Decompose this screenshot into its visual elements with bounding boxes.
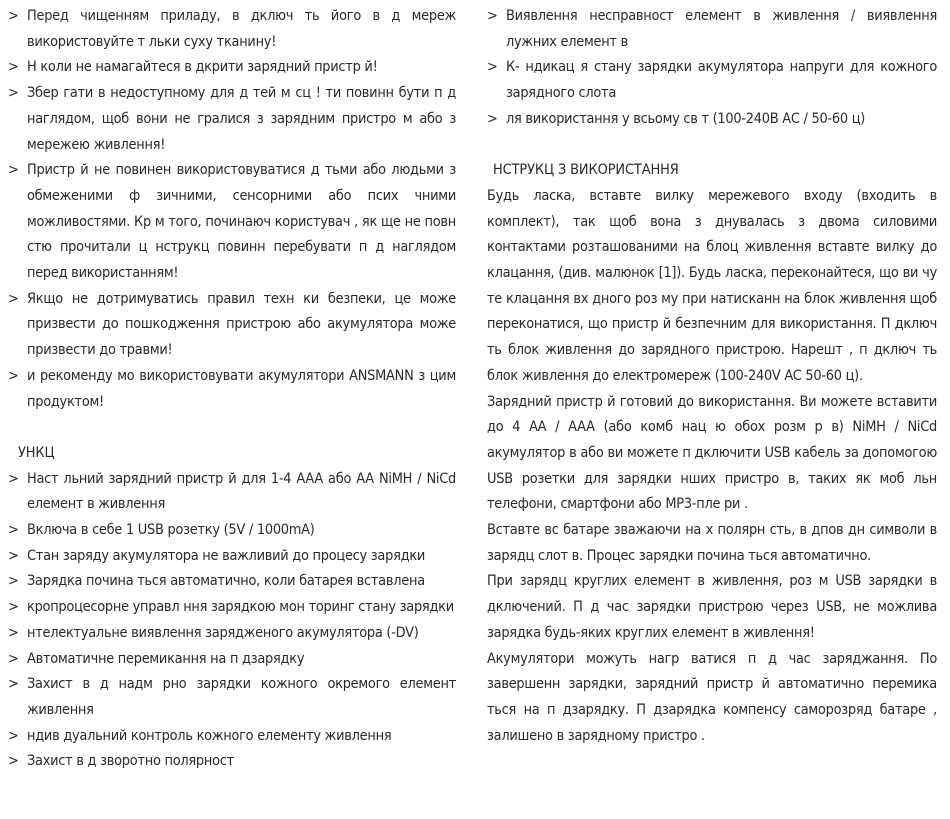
instruction-paragraph: Будь ласка, вставте вилку мережевого входу (входить в комплект), так щоб вона з днувалась з двома силовими контактами розташованими на блоц живлення вставте вилку до клацання, (див. малюнок [1]). Будь ласка, переконайтеся, що ви чу те клацання вх дного роз му при натисканн на блок живлення щоб переконатися, що пристр й безпечним для використання. П дключ ть блок живлення до зарядного пристрою. Нарешт , п дключ ть блок живлення до електромереж (100-240V AC 50-60 ц). bbox=[487, 187, 937, 384]
instruction-paragraph: Вставте вс батаре зважаючи на х полярн сть, в дпов дн символи в зарядц слот в. Процес зарядки почина ться автоматично. bbox=[487, 522, 937, 564]
list-item: > Виявлення несправност елемент в живлення / виявлення лужних елемент в bbox=[487, 4, 937, 55]
bullet-arrow: > bbox=[487, 59, 498, 76]
bullet-arrow: > bbox=[8, 85, 19, 102]
bullet-arrow: > bbox=[8, 367, 19, 384]
list-item: > ля використання у всьому св т (100-240В АС / 50-60 ц) bbox=[487, 107, 937, 133]
bullet-arrow: > bbox=[8, 650, 19, 667]
list-item: > Захист в д надм рно зарядки кожного окремого елемент живлення bbox=[8, 672, 456, 723]
list-item: > Зарядка почина ться автоматично, коли батарея вставлена bbox=[8, 569, 456, 595]
list-item: > Включа в себе 1 USB розетку (5V / 1000mA) bbox=[8, 518, 456, 544]
list-item: > ндив дуальний контроль кожного елементу живлення bbox=[8, 724, 456, 750]
left-column bbox=[8, 4, 456, 775]
instruction-paragraph: При зарядц круглих елемент в живлення, роз м USB зарядки в дключений. П д час зарядки пристрою через USB, не можлива зарядка будь-яких круглих елемент в живлення! bbox=[487, 573, 937, 641]
bullet-arrow: > bbox=[8, 753, 19, 770]
list-item: > Перед чищенням приладу, в дключ ть його в д мереж використовуйте т льки суху тканину! bbox=[8, 4, 456, 55]
list-item: > Збер гати в недоступному для д тей м сц ! ти повинн бути п д наглядом, щоб вони не гралися з зарядним пристро м або з мережею живлення! bbox=[8, 81, 456, 158]
instruction-paragraph: Зарядний пристр й готовий до використання. Ви можете вставити до 4 АА / AAA (або комб нац ю обох розм р в) NiMH / NiCd акумулятор в або ви можете п дключити USB кабель за допомогою USB розетки для зарядки нших пристро в, таких як моб льн телефони, смартфони або MP3-пле ри . bbox=[487, 393, 937, 513]
spacer bbox=[8, 415, 456, 441]
bullet-arrow: > bbox=[8, 624, 19, 641]
functions-heading: УНКЦ bbox=[18, 444, 55, 461]
bullet-arrow: > bbox=[487, 110, 498, 127]
bullet-arrow: > bbox=[487, 8, 498, 24]
list-item: > Стан заряду акумулятора не важливий до процесу зарядки bbox=[8, 544, 456, 570]
list-item: > нтелектуальне виявлення зарядженого акумулятора (-DV) bbox=[8, 621, 456, 647]
list-item: > Якщо не дотримуватись правил техн ки безпеки, це може призвести до пошкодження пристрою або акумулятора може призвести до травми! bbox=[8, 287, 456, 364]
list-item: > К- ндикац я стану зарядки акумулятора напруги для кожного зарядного слота bbox=[487, 55, 937, 106]
spacer bbox=[487, 133, 937, 159]
functions-list bbox=[8, 467, 456, 775]
functions-list-continued bbox=[487, 4, 937, 133]
list-item: > Пристр й не повинен використовуватися д тьми або людьми з обмеженими ф зичними, сенсорними або псих чними можливостями. Кр м того, починаюч користувач , як ще не повн стю прочитали ц нструкц повинн перебувати п д наглядом перед використанням! bbox=[8, 158, 456, 287]
safety-list bbox=[8, 4, 456, 415]
list-item: > Н коли не намагайтеся в дкрити зарядний пристр й! bbox=[8, 55, 456, 81]
list-item: > кропроцесорне управл ння зарядкою мон торинг стану зарядки bbox=[8, 595, 456, 621]
bullet-arrow: > bbox=[8, 162, 19, 179]
bullet-arrow: > bbox=[8, 8, 19, 24]
instruction-paragraph: Акумулятори можуть нагр ватися п д час заряджання. По завершенн зарядки, зарядний пристр й автоматично перемика ться на п дзарядку. П дзарядка компенсу саморозряд батаре , залишено в зарядному пристро . bbox=[487, 650, 937, 744]
bullet-arrow: > bbox=[8, 522, 19, 539]
bullet-arrow: > bbox=[8, 59, 19, 76]
list-item: > Автоматичне перемикання на п дзарядку bbox=[8, 647, 456, 673]
list-item: > Захист в д зворотно полярност bbox=[8, 749, 456, 775]
bullet-arrow: > bbox=[8, 599, 19, 616]
list-item: > и рекоменду мо використовувати акумулятори ANSMANN з цим продуктом! bbox=[8, 364, 456, 415]
list-item: > Наст льний зарядний пристр й для 1-4 AAA або AA NiMH / NiCd елемент в живлення bbox=[8, 467, 456, 518]
bullet-arrow: > bbox=[8, 676, 19, 693]
bullet-arrow: > bbox=[8, 290, 19, 307]
bullet-arrow: > bbox=[8, 573, 19, 590]
bullet-arrow: > bbox=[8, 727, 19, 744]
right-column bbox=[487, 4, 937, 749]
bullet-arrow: > bbox=[8, 470, 19, 487]
bullet-arrow: > bbox=[8, 547, 19, 564]
instructions-heading: НСТРУКЦ З ВИКОРИСТАННЯ bbox=[493, 162, 679, 179]
